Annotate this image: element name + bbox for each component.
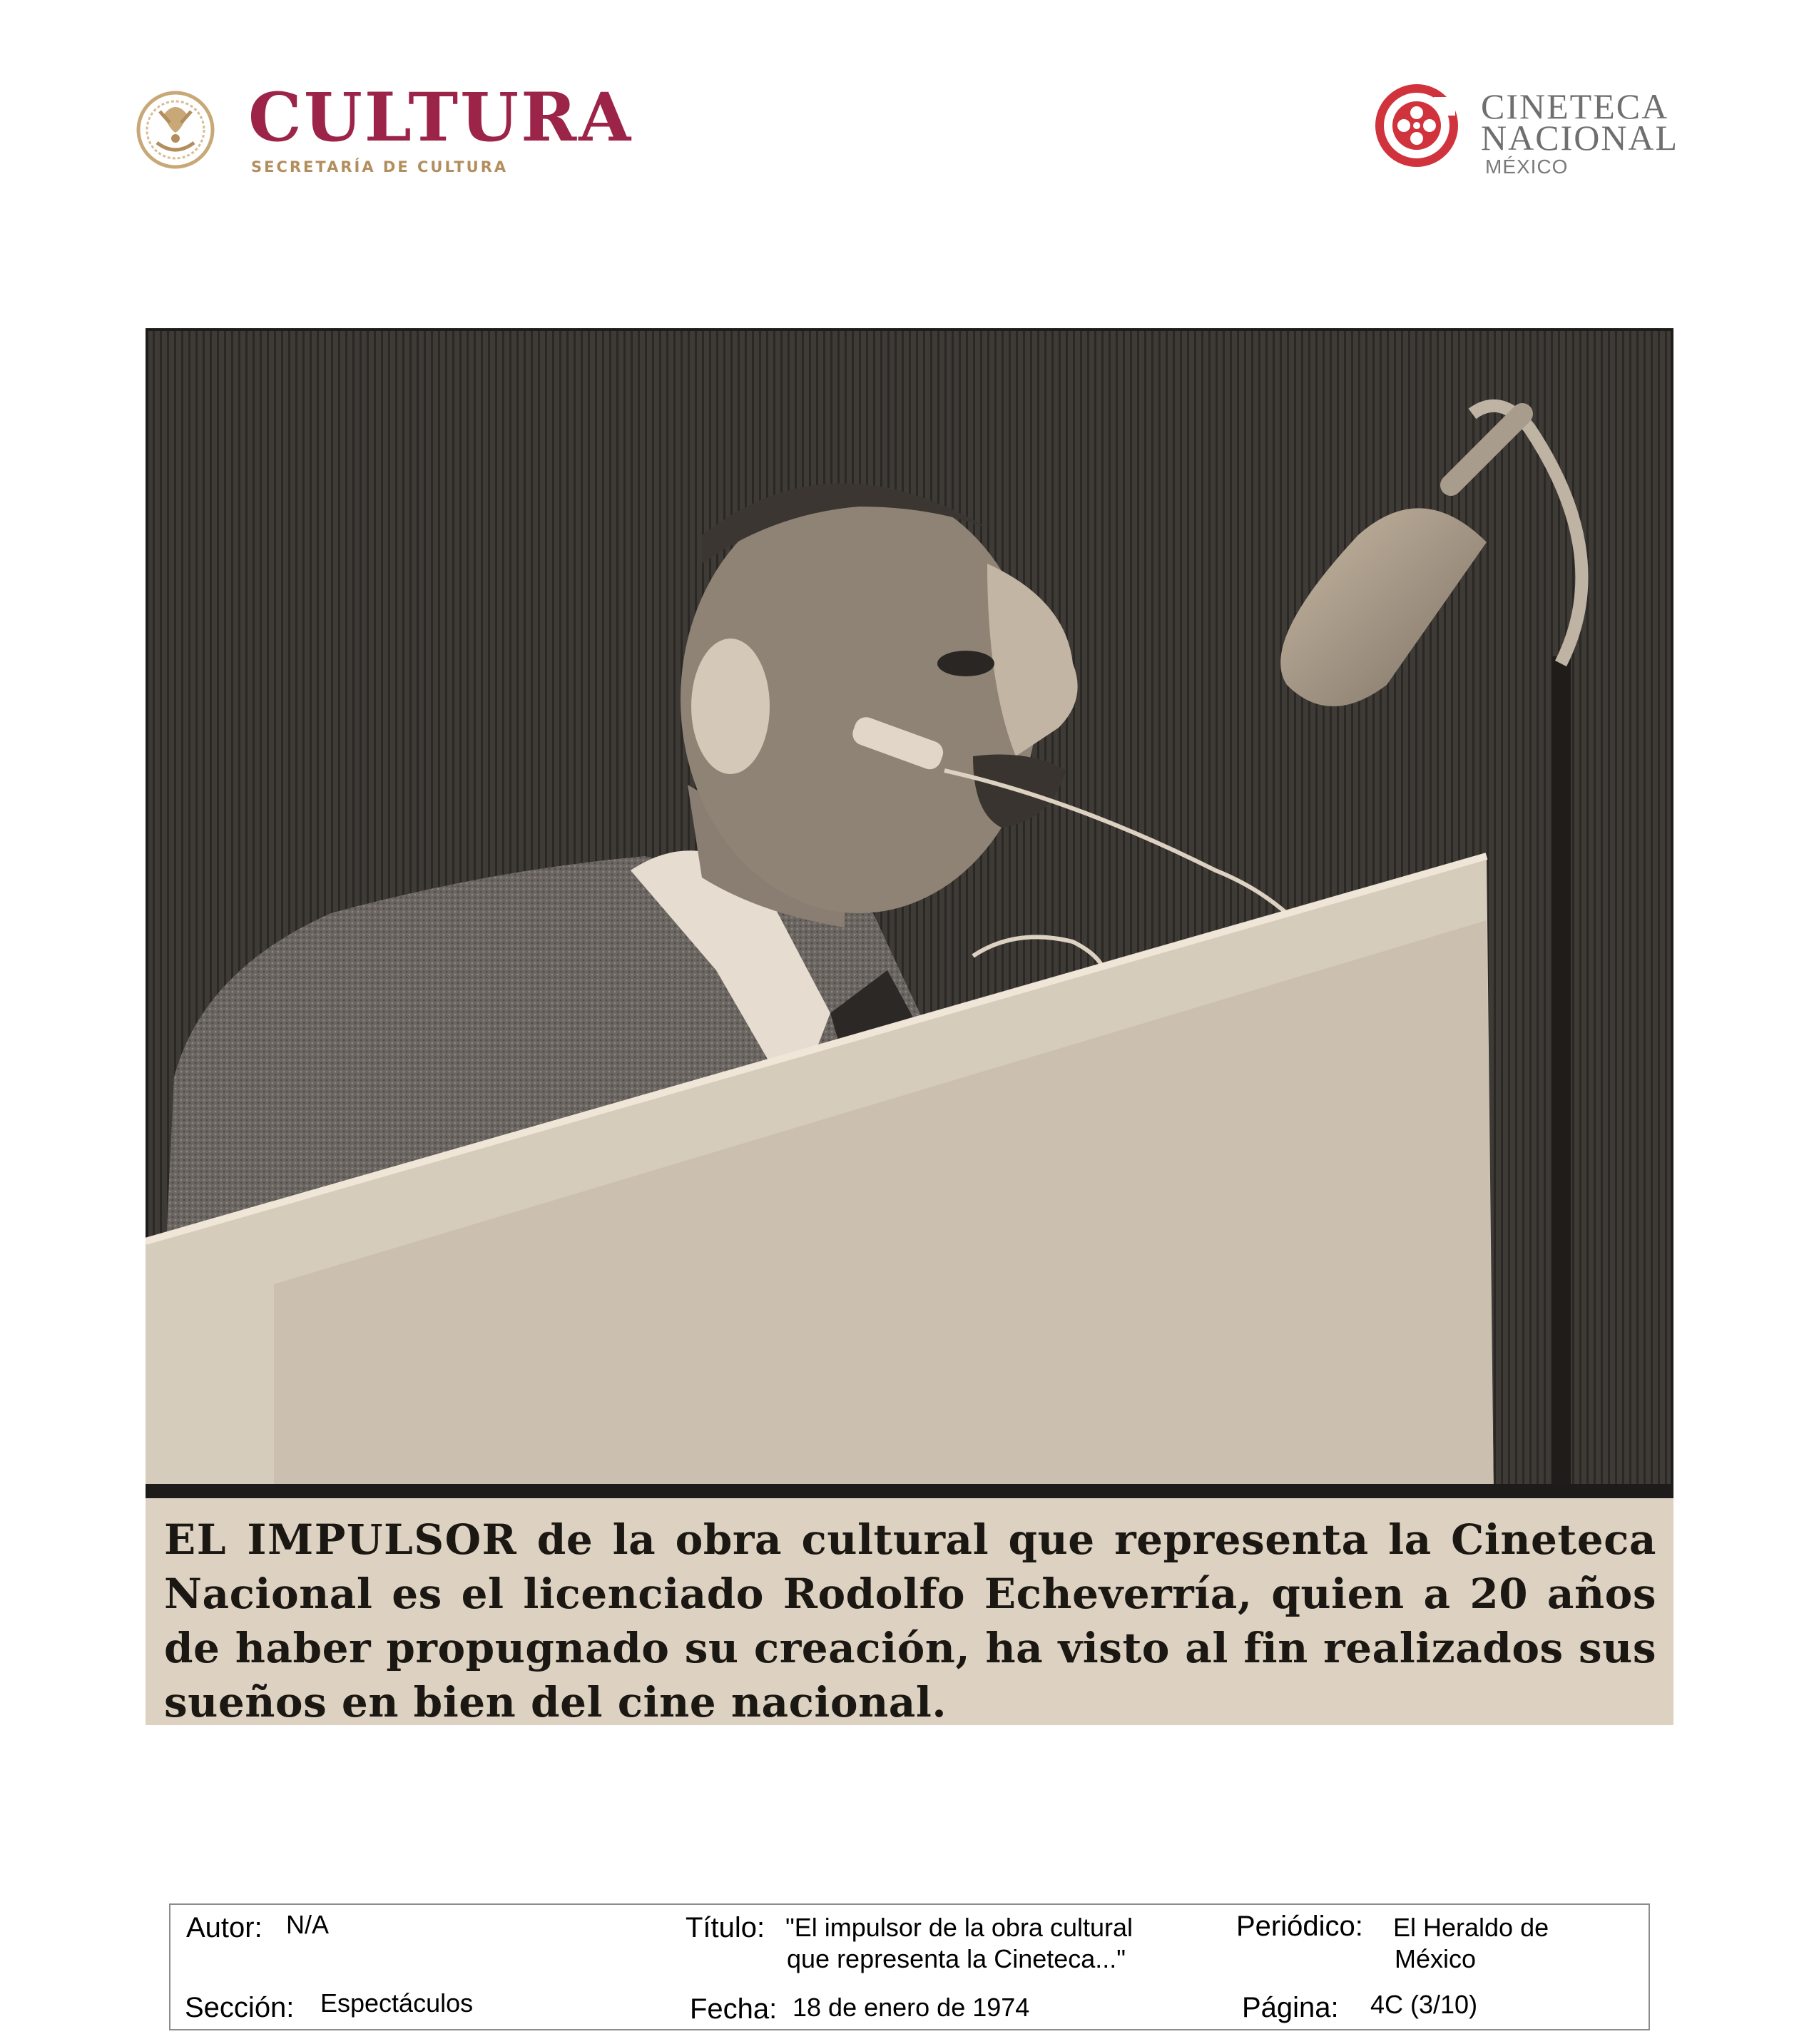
autor-label: Autor: — [186, 1912, 263, 1943]
fecha-value: 18 de enero de 1974 — [793, 1993, 1030, 2022]
photo-caption — [164, 1512, 1656, 1729]
autor-value: N/A — [286, 1910, 330, 1939]
cineteca-line-2: NACIONAL — [1481, 118, 1679, 158]
cultura-subtitle: SECRETARÍA DE CULTURA — [251, 158, 509, 176]
fecha-label: Fecha: — [690, 1993, 778, 2025]
periodico-label: Periódico: — [1236, 1911, 1363, 1942]
titulo-value-line1: "El impulsor de la obra cultural — [785, 1913, 1133, 1942]
mexican-eagle-seal-icon — [136, 86, 215, 178]
metadata-box — [169, 1903, 1650, 2030]
newspaper-photo — [146, 328, 1673, 1498]
caption-lead: EL IMPULSOR — [164, 1515, 518, 1564]
caption-text: de la obra cultural que representa la Cineteca Nacional es el licenciado Rodolfo Echeverría, quien a 20 años de haber propugnado su creación, ha visto al fin realizados sus sueños en bien del cine nacional. — [164, 1515, 1656, 1727]
cineteca-logo — [1375, 84, 1711, 184]
pagina-value: 4C (3/10) — [1370, 1990, 1478, 2019]
seccion-value: Espectáculos — [320, 1988, 474, 2018]
periodico-value-line1: El Heraldo de — [1393, 1913, 1549, 1942]
seccion-label: Sección: — [185, 1992, 295, 2023]
film-reel-icon — [1375, 84, 1458, 167]
titulo-value-line2: que representa la Cineteca..." — [787, 1944, 1126, 1973]
pagina-label: Página: — [1242, 1992, 1339, 2023]
newspaper-clipping — [146, 328, 1673, 1725]
periodico-value-line2: México — [1395, 1944, 1477, 1973]
titulo-label: Título: — [686, 1912, 765, 1943]
cineteca-line-3: MÉXICO — [1485, 156, 1569, 178]
cultura-wordmark: CULTURA — [248, 78, 633, 157]
cineteca-line-1: CINETECA — [1481, 86, 1669, 126]
cultura-logo — [136, 78, 633, 184]
